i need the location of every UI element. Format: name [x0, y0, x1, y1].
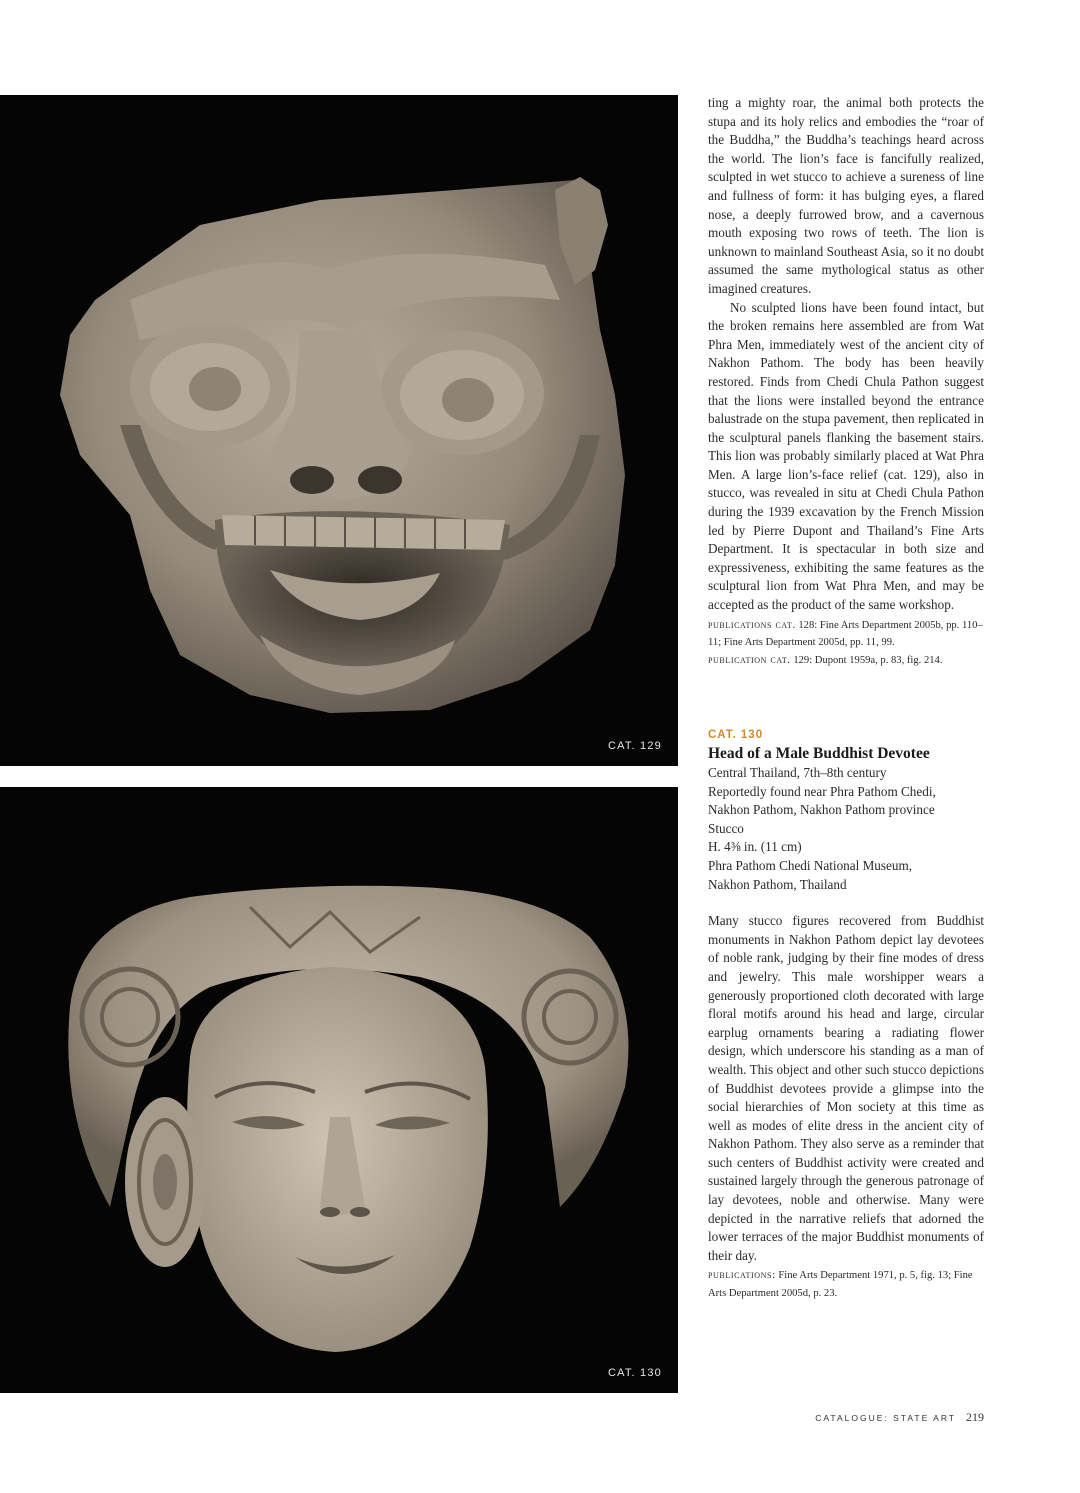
publications-label: publications:	[708, 1269, 776, 1282]
plate-label-cat-129: CAT. 129	[607, 740, 662, 752]
meta-line: H. 4⅜ in. (11 cm)	[708, 839, 802, 855]
meta-line: Nakhon Pathom, Nakhon Pathom province	[708, 802, 935, 818]
publications-text: 128: Fine Arts Department 2005b, pp. 110–11; Fine Arts Department 2005d, pp. 11, 99.	[708, 619, 983, 649]
publications-text: Fine Arts Department 1971, p. 5, fig. 13; Fine Arts Department 2005d, p. 23.	[708, 1270, 973, 1299]
entry-publications	[708, 1267, 984, 1302]
meta-line: Nakhon Pathom, Thailand	[708, 876, 847, 892]
page-footer	[815, 1410, 984, 1425]
devotee-head-photo	[0, 787, 678, 1393]
entry-title: Head of a Male Buddhist Devotee	[708, 745, 930, 762]
meta-line: Phra Pathom Chedi National Museum,	[708, 857, 913, 873]
meta-line: Reportedly found near Phra Pathom Chedi,	[708, 783, 936, 799]
plate-label-cat-130: CAT. 130	[607, 1367, 662, 1379]
publication-text: 129: Dupont 1959a, p. 83, fig. 214.	[790, 654, 943, 666]
entry-body: Many stucco figures recovered from Buddhist monuments in Nakhon Pathom depict lay devotees of noble rank, judging by their fine modes of dress and jewelry. This male worshipper wears a generously proportioned cloth decorated with large floral motifs around his head and large, circular earplug ornaments bearing a radiating flower design, which underscore his standing as a man of wealth. This object and other such stucco depictions of Buddhist devotees provide a glimpse into the social hierarchies of Mon society at this time as well as modes of elite dress in the ancient city of Nakhon Pathom. They also serve as a reminder that such centers of Buddhist activity were created and sustained largely through the generous patronage of lay devotees, noble and otherwise. Many were depicted in the narrative reliefs that adorned the lower terraces of the major Buddhist monuments of their day.	[708, 913, 984, 1263]
page-number: 219	[966, 1410, 984, 1424]
entry-cat-number: CAT. 130	[708, 729, 764, 741]
meta-line: Central Thailand, 7th–8th century	[708, 765, 887, 780]
publications-note	[708, 617, 984, 670]
paragraph: ting a mighty roar, the animal both protects the stupa and its holy relics and embodies the “roar of the Buddha,” the Buddha’s teachings heard across the world. The lion’s face is fancifully realized, sculpted in wet stucco to achieve a sureness of line and fullness of form: it has bulging eyes, a flared nose, a deeply furrowed brow, and a cavernous mouth exposing two rows of teeth. The lion is unknown to mainland Southeast Asia, so it no doubt assumed the same mythological status as other imagined creatures.	[708, 95, 984, 296]
meta-line: Stucco	[708, 820, 744, 836]
spacer	[708, 894, 984, 912]
devotee-head-image	[0, 787, 678, 1393]
publications-label: publications cat.	[708, 618, 796, 631]
entry-metadata	[708, 764, 984, 894]
paragraph: No sculpted lions have been found intact, but the broken remains here assembled are from Wat Phra Men, immediately west of the ancient city of Nakhon Pathom. The body has been heavily restored. Finds from Chedi Chula Pathon suggest that the lions were installed beyond the entrance balustrade on the stupa pavement, then replicated in the sculptural panels flanking the basement stairs. This lion was probably similarly placed at Wat Phra Men. A large lion’s-face relief (cat. 129), also in stucco, was revealed in situ at Chedi Chula Pathon during the 1939 excavation by the French Mission led by Pierre Dupont and Thailand’s Fine Arts Department. It is spectacular in both size and expressiveness, exhibiting the same features as the sculptural lion from Wat Phra Men, and may be accepted as the product of the same workshop.	[708, 299, 984, 613]
publication-label: publication cat.	[708, 653, 791, 666]
running-head: CATALOGUE: STATE ART	[815, 1413, 956, 1423]
lion-face-photo	[0, 95, 678, 766]
essay-continuation	[708, 94, 984, 669]
lion-face-relief-image	[0, 95, 678, 766]
catalogue-entry	[708, 728, 984, 1302]
